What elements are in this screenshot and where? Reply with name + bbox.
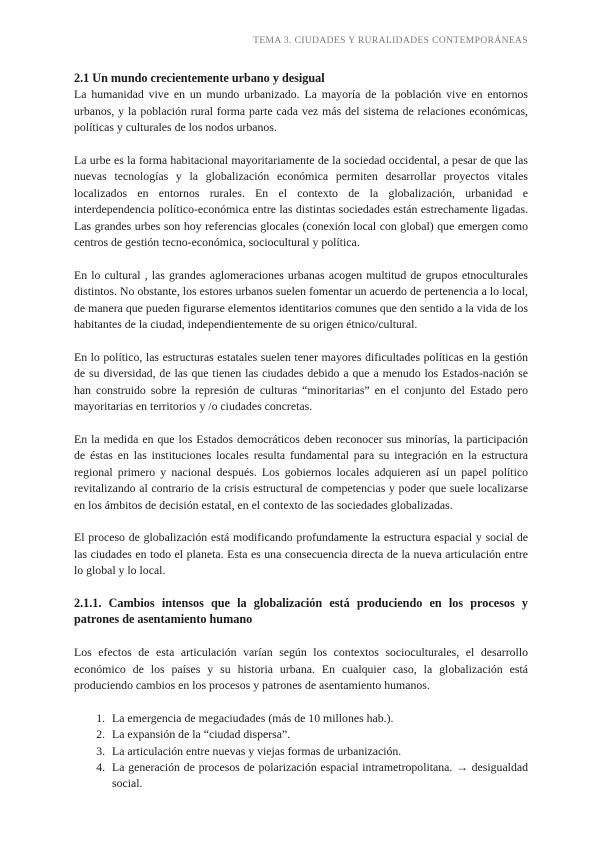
list-item: 4. La generación de procesos de polarización espacial intrametropolitana. → desigualdad social. bbox=[108, 759, 528, 792]
running-header: TEMA 3. CIUDADES Y RURALIDADES CONTEMPORÁNEAS bbox=[253, 36, 528, 46]
list-item: 3. La articulación entre nuevas y viejas formas de urbanización. bbox=[108, 743, 528, 759]
spacer bbox=[74, 513, 528, 529]
paragraph-globalizacion: El proceso de globalización está modificando profundamente la estructura espacial y social de las ciudades en todo el planeta. Esta es una consecuencia directa de la nueva articulación entre lo global y lo local. bbox=[74, 530, 528, 578]
spacer bbox=[74, 414, 528, 430]
spacer bbox=[74, 693, 528, 709]
paragraph-urbe: La urbe es la forma habitacional mayoritariamente de la sociedad occidental, a pesar de que las nuevas tecnologías y la globalización económica permiten desarrollar proyectos vitales localizados en entornos rurales. En el contexto de la globalización, urbanidad e interdependencia político-económica entre las distintas sociedades están estrechamente ligadas. Las grandes urbes son hoy referencias glocales (conexión local con global) que emergen como centros de gestión tecno-económica, sociocultural y política. bbox=[74, 153, 528, 250]
subsection-intro: Los efectos de esta articulación varían según los contextos socioculturales, el desarrollo económico de los países y su historia urbana. En cualquier caso, la globalización está produciendo cambios en los procesos y patrones de asentamiento humanos. bbox=[74, 645, 528, 692]
numbered-list bbox=[74, 710, 528, 792]
page-content bbox=[74, 70, 528, 792]
spacer bbox=[74, 628, 528, 644]
section-title: 2.1 Un mundo crecientemente urbano y desigual bbox=[74, 71, 325, 85]
spacer bbox=[74, 579, 528, 595]
spacer bbox=[74, 250, 528, 266]
subsection-title: 2.1.1. Cambios intensos que la globalización está produciendo en los procesos y patrones de asentamiento humano bbox=[74, 595, 528, 627]
spacer bbox=[74, 332, 528, 348]
list-item: 2. La expansión de la “ciudad dispersa”. bbox=[108, 726, 528, 742]
paragraph-estados: En la medida en que los Estados democráticos deben reconocer sus minorías, la participación de éstas en las instituciones locales resulta fundamental para su integración en la estructura regional primero y nacional después. Los gobiernos locales adquieren así un papel político revitalizando al contrario de la crisis estructural de competencias y poder que suele localizarse en los ámbitos de decisión estatal, en el contexto de las sociedades globalizadas. bbox=[74, 431, 528, 512]
spacer bbox=[74, 136, 528, 152]
paragraph-cultural: En lo cultural , las grandes aglomeraciones urbanas acogen multitud de grupos etnoculturales distintos. No obstante, los estores urbanos suelen fomentar un acuerdo de pertenencia a lo local, de manera que pueden figurarse elementos identitarios comunes que den sentido a la vida de los habitantes de la ciudad, independientemente de su origen étnico/cultural. bbox=[74, 267, 528, 332]
paragraph-politico: En lo político, las estructuras estatales suelen tener mayores dificultades políticas en la gestión de su diversidad, de las que tienen las ciudades debido a que a menudo los Estados-nación se han construido sobre la represión de culturas “minoritarias” en el conjunto del Estado pero mayoritarias en territorios y /o ciudades concretas. bbox=[74, 349, 528, 414]
paragraph-intro: La humanidad vive en un mundo urbanizado. La mayoría de la población vive en entornos urbanos, y la población rural forma parte cada vez más del sistema de relaciones económicas, políticas y culturales de los nodos urbanos. bbox=[74, 87, 528, 135]
list-item: 1. La emergencia de megaciudades (más de 10 millones hab.). bbox=[108, 710, 528, 726]
